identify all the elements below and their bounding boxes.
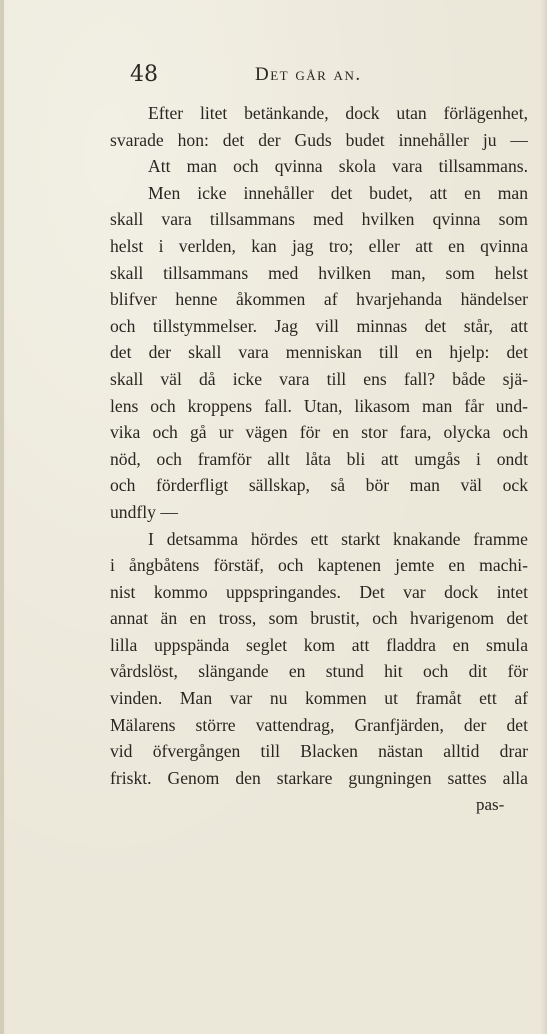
catchword: pas-: [476, 795, 505, 814]
text-line: helst i verlden, kan jag tro; eller att en qvinna: [110, 235, 528, 256]
text-line: vika och gå ur vägen för en stor fara, olycka och: [110, 422, 528, 443]
page-header: [130, 62, 430, 92]
text-line: lilla uppspända seglet kom att fladdra en smula: [110, 634, 528, 655]
text-line: svarade hon: det der Guds budet innehåller ju —: [110, 129, 528, 150]
text-line: vårdslöst, slängande en stund hit och dit för: [110, 661, 528, 682]
text-line: Men icke innehåller det budet, att en man: [148, 182, 528, 203]
text-line: det der skall vara menniskan till en hjelp: det: [110, 342, 528, 363]
page-number: 48: [130, 62, 158, 87]
body-text: [110, 100, 528, 791]
text-line: vid öfvergången till Blacken nästan alltid drar: [110, 741, 528, 762]
text-line: skall vara tillsammans med hvilken qvinna som: [110, 209, 528, 230]
text-line: nöd, och framför allt låta bli att umgås i ondt: [110, 448, 528, 469]
text-line: skall tillsammans med hvilken man, som helst: [110, 262, 528, 283]
text-line: nist kommo uppspringandes. Det var dock intet: [110, 581, 528, 602]
running-head: Det går an.: [255, 64, 362, 85]
text-line: annat än en tross, som brustit, och hvarigenom det: [110, 608, 528, 629]
text-line: Att man och qvinna skola vara tillsammans.: [148, 156, 528, 177]
text-line: skall väl då icke vara till ens fall? både sjä-: [110, 368, 528, 389]
text-line: och tillstymmelser. Jag vill minnas det står, att: [110, 315, 528, 336]
text-line: och förderfligt sällskap, så bör man väl ock: [110, 475, 528, 496]
text-line: lens och kroppens fall. Utan, likasom man får und-: [110, 395, 528, 416]
text-line: I detsamma hördes ett starkt knakande framme: [148, 528, 528, 549]
text-line: Efter litet betänkande, dock utan förlägenhet,: [148, 103, 528, 123]
text-line: i ångbåtens förstäf, och kaptenen jemte en machi-: [110, 555, 528, 576]
text-line: undfly —: [110, 501, 178, 522]
text-line: Mälarens större vattendrag, Granfjärden, der det: [110, 714, 528, 735]
text-line: vinden. Man var nu kommen ut framåt ett af: [110, 688, 528, 709]
text-line: friskt. Genom den starkare gungningen sattes alla: [110, 767, 528, 788]
text-line: blifver henne åkommen af hvarjehanda händelser: [110, 289, 528, 310]
